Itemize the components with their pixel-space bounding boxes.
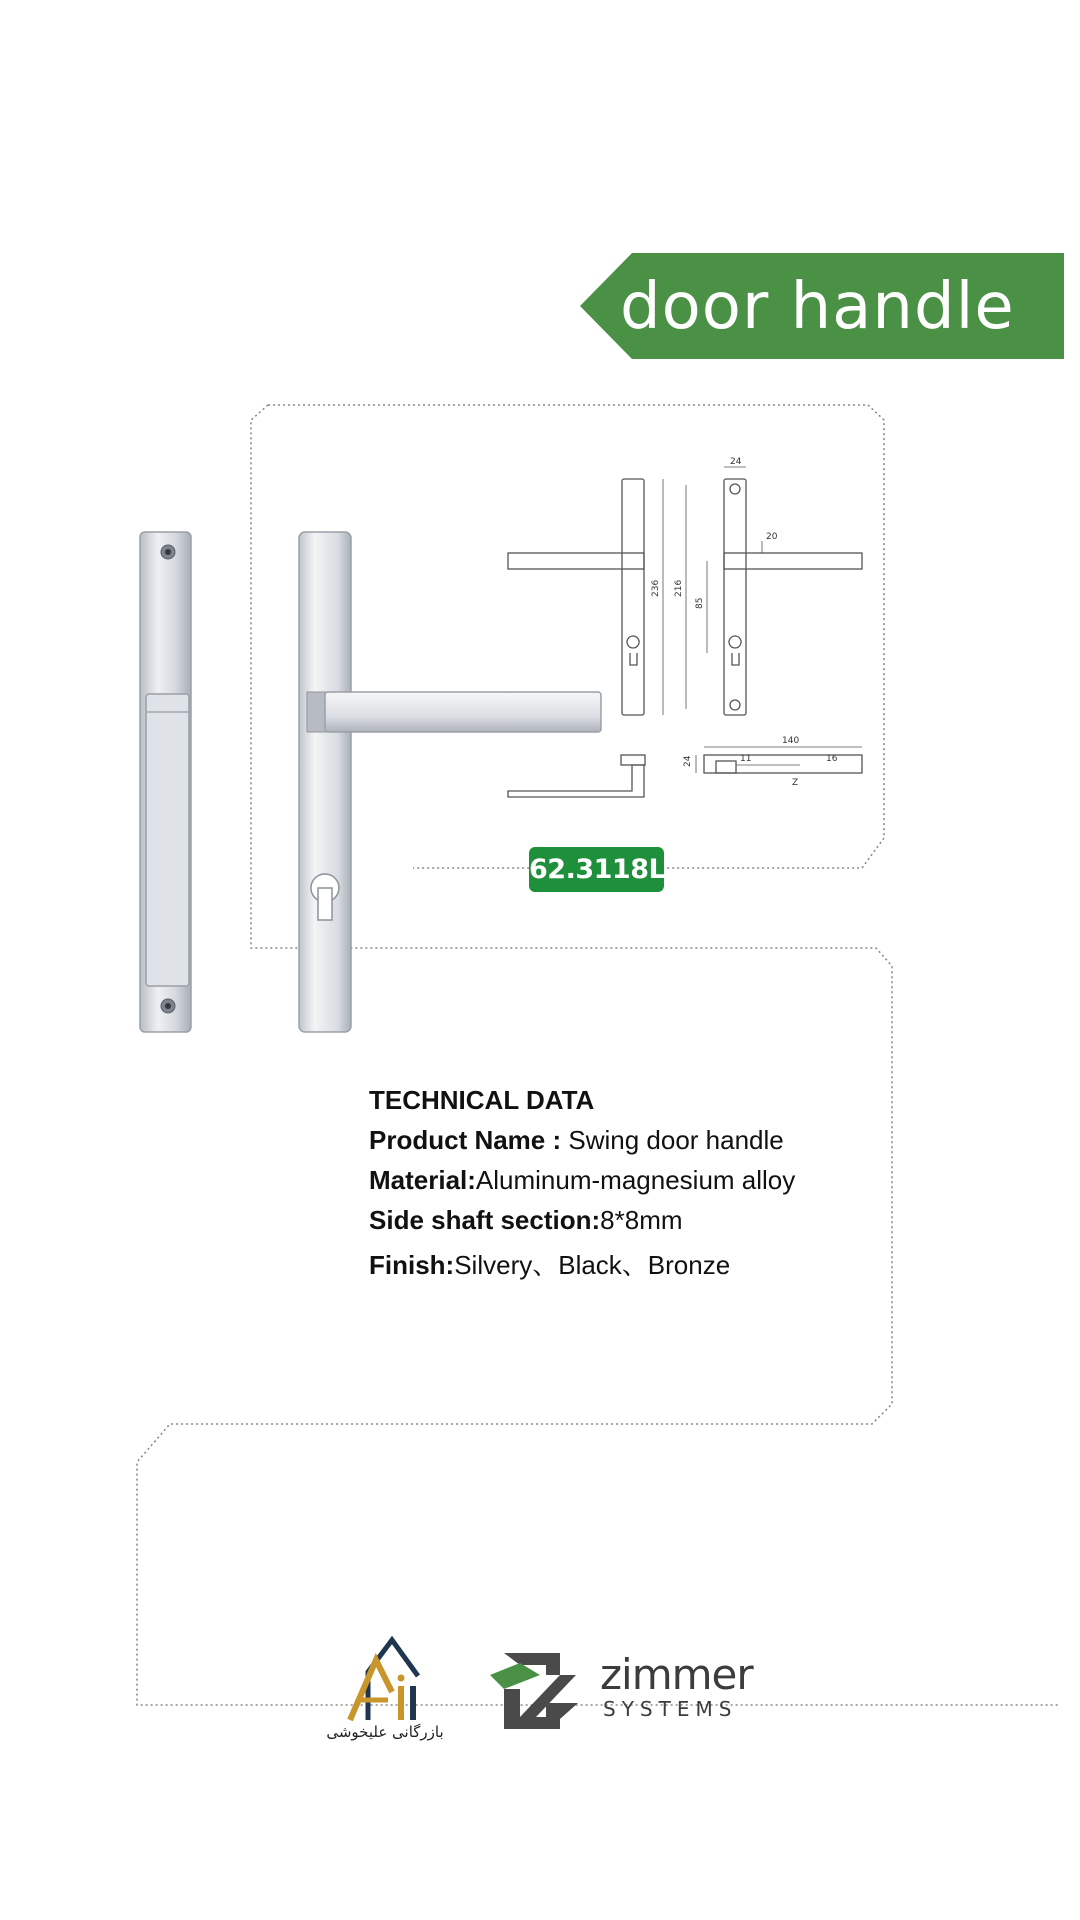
- zimmer-z-logo-icon: [490, 1645, 590, 1735]
- shaft-label: Side shaft section:: [369, 1205, 601, 1235]
- shaft-value: 8*8mm: [600, 1205, 683, 1235]
- dim-label: 216: [674, 579, 684, 597]
- dim-label: 85: [695, 597, 705, 609]
- page-title: door handle: [620, 270, 1015, 344]
- dim-label: 140: [782, 736, 800, 746]
- material-row: [369, 1160, 795, 1200]
- material-value: Aluminum-magnesium alloy: [475, 1165, 796, 1195]
- finish-row: [369, 1245, 795, 1285]
- dim-label: 236: [651, 579, 661, 597]
- product-name-value: Swing door handle: [561, 1125, 784, 1155]
- product-name-label: Product Name :: [369, 1125, 562, 1155]
- shaft-row: [369, 1200, 795, 1240]
- ali-company-name: بازرگانی علیخوشی: [326, 1723, 444, 1741]
- dim-label: Z: [792, 778, 799, 788]
- dim-label: 16: [826, 754, 838, 764]
- material-label: Material:: [369, 1165, 476, 1195]
- zimmer-brand-subtitle: SYSTEMS: [603, 1697, 738, 1721]
- technical-drawing: [500, 455, 880, 815]
- dim-label: 11: [740, 754, 752, 764]
- zimmer-brand-name: zimmer: [600, 1650, 753, 1699]
- finish-label: Finish:: [369, 1250, 455, 1280]
- product-name-row: [369, 1120, 795, 1160]
- finish-value: Silvery、Black、Bronze: [454, 1250, 731, 1280]
- technical-data-block: [369, 1080, 795, 1285]
- ali-building-logo-icon: [340, 1630, 430, 1724]
- technical-data-title: TECHNICAL DATA: [369, 1085, 595, 1115]
- dim-label: 20: [766, 532, 778, 542]
- dim-label: 24: [730, 457, 742, 467]
- side-plate-image: [135, 528, 205, 1038]
- dim-label: 24: [683, 755, 693, 767]
- model-code-badge: 62.3118L: [529, 847, 664, 892]
